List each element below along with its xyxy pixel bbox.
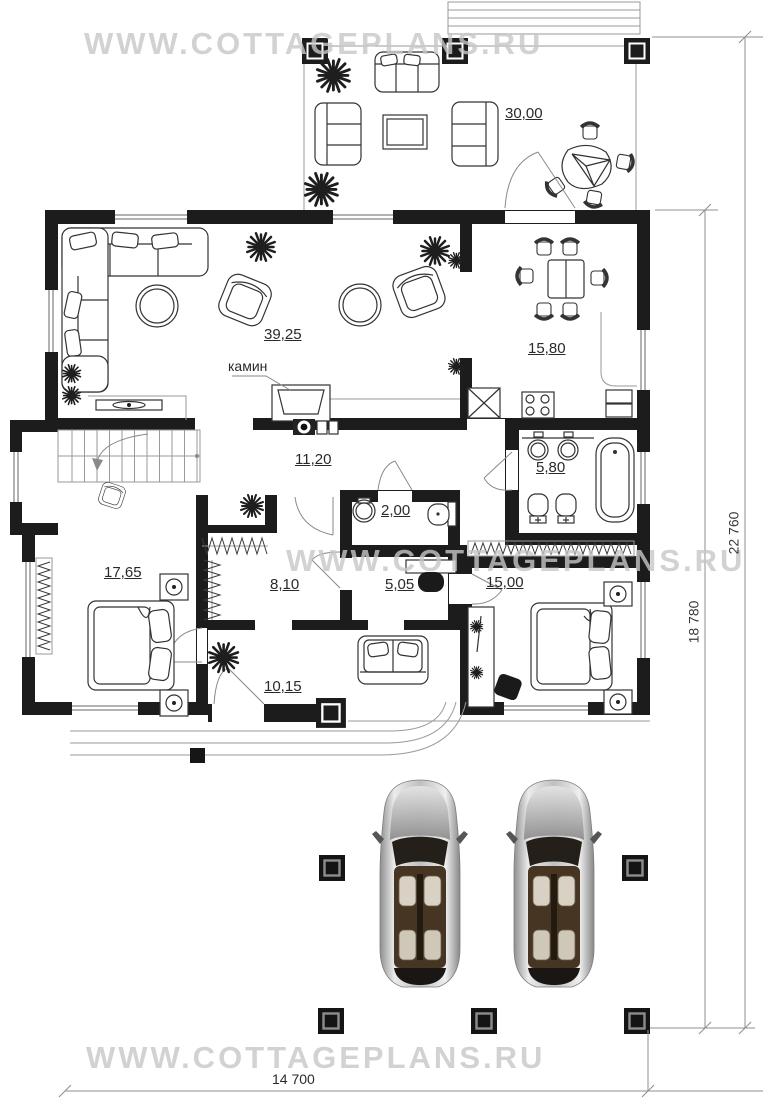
area-label-bedroom-left: 17,65 xyxy=(104,564,142,581)
window xyxy=(10,452,22,502)
area-label-corridor: 8,10 xyxy=(270,576,300,593)
coffee-table xyxy=(136,285,178,327)
area-label-hallway: 11,20 xyxy=(295,451,332,468)
plant-icon xyxy=(421,237,449,265)
window xyxy=(22,562,35,657)
bedroom-right-furniture xyxy=(468,582,632,714)
dining-chair xyxy=(517,267,533,285)
dining-chair xyxy=(535,239,553,255)
corridor-door xyxy=(295,497,333,535)
watermark-top: WWW.COTTAGEPLANS.RU xyxy=(84,26,544,61)
terrace-dining-table xyxy=(562,145,611,188)
plant-icon xyxy=(241,495,263,517)
area-label-bedroom-right: 15,00 xyxy=(486,574,524,591)
window xyxy=(115,210,187,224)
terrace-loveseat-left xyxy=(315,103,361,165)
stove xyxy=(522,392,554,418)
terrace-loveseat-right xyxy=(452,102,498,166)
entrance-door xyxy=(214,668,264,704)
plant-icon xyxy=(449,359,464,374)
watermark-middle: WWW.COTTAGEPLANS.RU xyxy=(286,543,746,578)
double-bed xyxy=(531,603,612,690)
dining-chair xyxy=(591,269,607,287)
dining-chair xyxy=(561,239,579,255)
area-label-bathroom: 5,80 xyxy=(536,459,566,476)
terrace-coffee-table xyxy=(383,115,427,149)
window xyxy=(333,210,393,224)
armchair xyxy=(215,271,274,329)
dimension-house-depth: 18 780 xyxy=(685,600,702,644)
window xyxy=(637,582,650,658)
plant-icon xyxy=(63,365,81,383)
window xyxy=(637,452,650,504)
stair-direction-arrow xyxy=(92,458,103,471)
hall-chair xyxy=(97,481,127,510)
area-label-terrace: 30,00 xyxy=(505,105,543,122)
entrance-furniture xyxy=(209,636,428,684)
terrace-furniture xyxy=(305,52,634,208)
plant-icon xyxy=(471,667,483,679)
terrace-column xyxy=(442,38,468,64)
bedroom-left-furniture xyxy=(36,558,188,716)
desk-chair xyxy=(418,572,444,592)
dimension-house-width: 14 700 xyxy=(272,1071,315,1087)
terrace-chair xyxy=(581,123,599,139)
carport-column xyxy=(622,855,648,881)
coffee-table xyxy=(339,284,381,326)
car xyxy=(372,780,468,987)
staircase xyxy=(58,430,200,482)
wc-door xyxy=(378,461,412,490)
desk xyxy=(406,560,456,573)
wardrobe-hangers xyxy=(202,538,268,620)
nightstand xyxy=(604,690,632,714)
terrace-column xyxy=(302,38,328,64)
plant-icon xyxy=(471,621,483,633)
desk-chair xyxy=(493,673,523,702)
area-label-wc: 2,00 xyxy=(381,502,411,519)
living-room-furniture xyxy=(62,228,464,420)
plant-icon xyxy=(305,173,337,205)
area-label-study: 5,05 xyxy=(385,576,415,593)
window xyxy=(72,702,138,715)
nightstand xyxy=(160,690,188,716)
dimension-overall-depth: 22 760 xyxy=(725,511,742,555)
area-label-entrance: 10,15 xyxy=(264,678,302,695)
fireplace-label: камин xyxy=(228,358,268,374)
bathtub xyxy=(596,438,634,522)
plant-icon xyxy=(449,253,464,268)
double-bed xyxy=(88,601,174,690)
dining-chair xyxy=(535,303,553,319)
area-label-living-room: 39,25 xyxy=(264,326,302,343)
car xyxy=(506,780,602,987)
nightstand xyxy=(160,574,188,600)
radiator xyxy=(36,558,52,654)
toilet xyxy=(556,494,576,523)
watermark-bottom: WWW.COTTAGEPLANS.RU xyxy=(86,1040,546,1075)
carport-column xyxy=(471,1008,497,1034)
carport xyxy=(318,780,650,1034)
toilet xyxy=(428,502,456,526)
tv-console xyxy=(96,400,162,410)
study-door xyxy=(312,552,340,588)
plant-icon xyxy=(209,643,238,672)
entrance-column xyxy=(316,698,346,728)
plant-icon xyxy=(317,59,349,91)
window xyxy=(637,330,650,390)
terrace-chair xyxy=(616,152,635,173)
area-label-kitchen-dining: 15,80 xyxy=(528,340,566,357)
carport-column xyxy=(624,1008,650,1034)
toilet xyxy=(528,494,548,523)
bathroom-fixtures xyxy=(522,432,634,523)
plant-icon xyxy=(63,387,81,405)
window xyxy=(45,290,58,352)
entrance-sofa xyxy=(358,636,428,684)
washbasin xyxy=(558,432,578,460)
kitchen-furniture xyxy=(468,239,637,418)
carport-column xyxy=(318,1008,344,1034)
plant-icon xyxy=(247,233,275,261)
window xyxy=(504,702,588,715)
washbasin xyxy=(528,432,548,460)
nightstand xyxy=(604,582,632,606)
terrace-chair xyxy=(584,190,605,209)
kitchen-sink xyxy=(468,388,500,418)
kitchen-counter xyxy=(601,312,637,386)
carport-column xyxy=(319,855,345,881)
corner-sofa xyxy=(62,228,208,392)
terrace-column xyxy=(624,38,650,64)
armchair xyxy=(390,263,448,320)
dining-chair xyxy=(561,303,579,319)
